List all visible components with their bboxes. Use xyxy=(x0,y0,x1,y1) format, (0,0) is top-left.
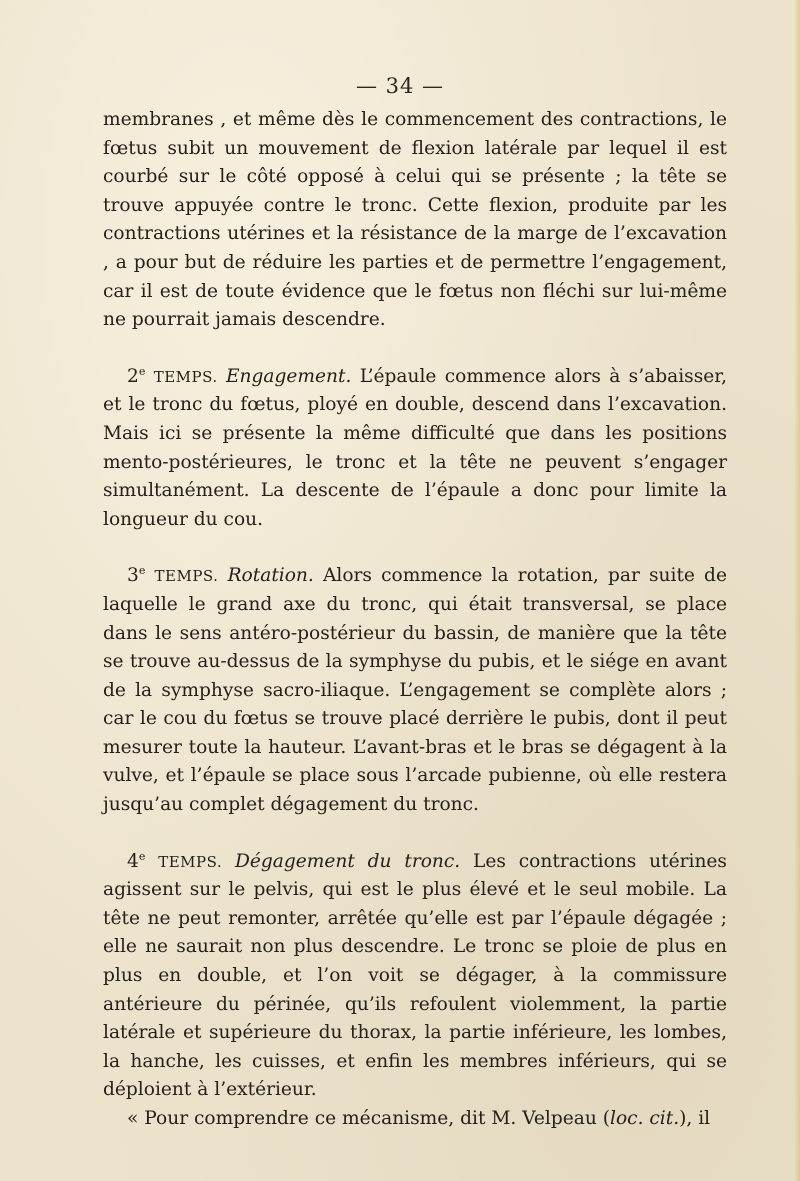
citation: loc. cit. xyxy=(610,1108,680,1129)
paragraph-3-text: Alors commence la rotation, par suite de laquelle le grand axe du tronc, qui était transversal, se place dans le sens antéro-postérieur du bassin, de manière que la tête se trouve au-dessus de la symphyse du pubis, et le siége en avant de la symphyse sacro-iliaque. L’engagement se complète alors ; car le cou du fœtus se trouve placé derrière le pubis, dont il peut mesurer toute la hauteur. L’avant-bras et le bras se dégagent à la vulve, et l’épaule se place sous l’arcade pubienne, où elle restera jusqu’au complet dégagement du tronc. xyxy=(103,565,727,816)
step-title: Rotation. xyxy=(227,565,314,587)
paragraph-5 xyxy=(103,1105,727,1134)
paragraph-3 xyxy=(103,562,727,819)
ordinal-suffix: e xyxy=(138,364,146,378)
step-number: 3 xyxy=(127,565,139,587)
page-edge xyxy=(794,0,800,1181)
body-text xyxy=(103,106,727,1134)
step-title: Engagement. xyxy=(225,365,352,387)
paragraph-4 xyxy=(103,848,727,1105)
page-number: — 34 — xyxy=(355,74,445,98)
paragraph-2 xyxy=(103,363,727,535)
quote-continued: ), il xyxy=(679,1108,711,1129)
paragraph-2-text: L’épaule commence alors à s’abaisser, et le tronc du fœtus, ployé en double, descend dans l’excavation. Mais ici se présente la même difficulté que dans les positions mento-postérieures, le tronc et la tête ne peuvent s’engager simultanément. La descente de l’épaule a donc pour limite la longueur du cou. xyxy=(103,365,728,530)
paragraph-1 xyxy=(103,106,727,335)
step-label: TEMPS. xyxy=(158,852,223,871)
ordinal-suffix: e xyxy=(138,849,146,863)
paragraph-1-text: membranes , et même dès le commencement des contractions, le fœtus subit un mouvement de flexion latérale par lequel il est courbé sur le côté opposé à celui qui se présente ; la tête se trouve appuyée contre le tronc. Cette flexion, produite par les contractions utérines et la résistance de la marge de l’excavation , a pour but de réduire les parties et de permettre l’engagement, car il est de toute évidence que le fœtus non fléchi sur lui-même ne pourrait jamais descendre. xyxy=(103,109,727,331)
ordinal-suffix: e xyxy=(138,564,146,578)
step-label: TEMPS. xyxy=(154,567,219,586)
step-number: 2 xyxy=(127,365,139,387)
paragraph-4-text: Les contractions utérines agissent sur le pelvis, qui est le plus élevé et le seul mobile. La tête ne peut remonter, arrêtée qu’elle est par l’épaule dégagée ; elle ne saurait non plus descendre. Le tronc se ploie de plus en plus en double, et l’on voit se dégager, à la commissure antérieure du périnée, qu’ils refoulent violemment, la partie latérale et supérieure du thorax, la partie inférieure, les lombes, la hanche, les cuisses, et enfin les membres inférieurs, qui se déploient à l’extérieur. xyxy=(103,850,727,1101)
step-number: 4 xyxy=(127,850,139,872)
step-title: Dégagement du tronc. xyxy=(234,850,461,872)
quote-start: « Pour comprendre ce mécanisme, dit M. Velpeau ( xyxy=(127,1108,611,1129)
step-label: TEMPS. xyxy=(153,367,218,386)
